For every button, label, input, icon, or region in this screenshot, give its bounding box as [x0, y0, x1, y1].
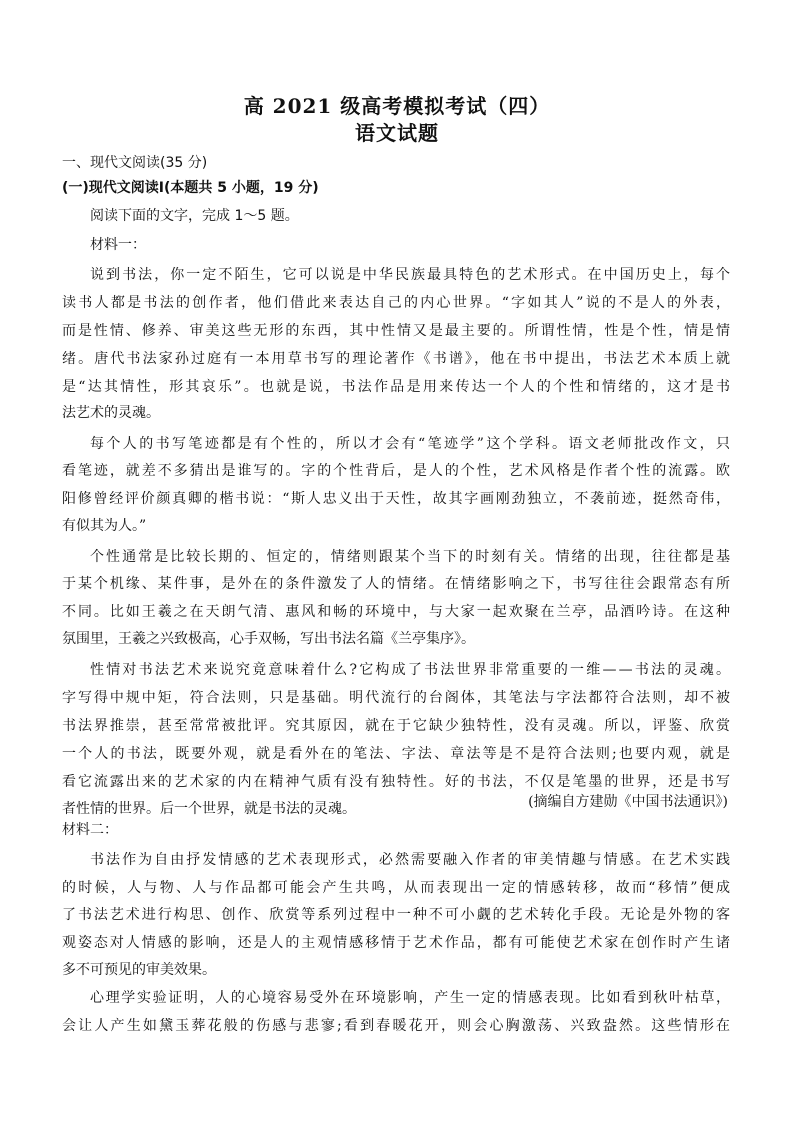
text-line: 书法界推崇，甚至常常被批评。究其原因，就在于它缺少独特性，没有灵魂。所以，评鉴、欣赏	[62, 718, 732, 734]
text-line: 字写得中规中矩，符合法则，只是基础。明代流行的台阁体，其笔法与字法都符合法则，却不被	[62, 690, 732, 706]
text-line: 氛围里，王羲之兴致极高，心手双畅，写出书法名篇《兰亭集序》。	[62, 631, 475, 647]
instruction-text: 阅读下面的文字，完成 1～5 题。	[90, 208, 299, 224]
text-line: 不同。比如王羲之在天朗气清、惠风和畅的环境中，与大家一起欢聚在兰亭，品酒吟诗。在这种	[62, 604, 732, 620]
text-line: 观姿态对人情感的影响，还是人的主观情感移情于艺术作品，都有可能使艺术家在创作时产生诸	[62, 935, 732, 951]
text-line: 会让人产生如黛玉葬花般的伤感与悲寥;看到春暖花开，则会心胸激荡、兴致盎然。这些情形在	[62, 1018, 733, 1034]
subsection-heading: (一)现代文阅读Ⅰ(本题共 5 小题，19 分)	[62, 180, 319, 196]
text-line: 而是性情、修养、审美这些无形的东西，其中性情又是最主要的。所谓性情，性是个性，情是情	[62, 323, 732, 339]
text-line: 了书法艺术进行构思、创作、欣赏等系列过程中一种不可小觑的艺术转化手段。无论是外物的客	[62, 907, 732, 923]
section-heading: 一、现代文阅读(35 分)	[62, 155, 208, 171]
text-line: 阳修曾经评价颜真卿的楷书说：“斯人忠义出于天性，故其字画刚劲独立，不袭前迹，挺然奇伟，	[62, 491, 732, 507]
text-line: 看它流露出来的艺术家的内在精神气质有没有独特性。好的书法，不仅是笔墨的世界，还是书写	[62, 774, 732, 790]
material-2-label: 材料二：	[62, 822, 118, 838]
text-line: 每个人的书写笔迹都是有个性的，所以才会有“笔迹学”这个学科。语文老师批改作文，只	[90, 436, 733, 452]
text-line: 个性通常是比较长期的、恒定的，情绪则跟某个当下的时刻有关。情绪的出现，往往都是基	[90, 549, 733, 565]
text-line: 是“达其情性，形其哀乐”。也就是说，书法作品是用来传达一个人的个性和情绪的，这才是书	[62, 379, 733, 395]
material-1-source: (摘编自方建勋《中国书法通识》)	[528, 794, 728, 810]
text-line: 的时候，人与物、人与作品都可能会产生共鸣，从而表现出一定的情感转移，故而“移情”便成	[62, 880, 733, 896]
material-1-label: 材料一：	[90, 237, 146, 253]
text-line: 法艺术的灵魂。	[62, 405, 160, 421]
text-line: 性情对书法艺术来说究竟意味着什么?它构成了书法世界非常重要的一维——书法的灵魂。	[90, 662, 733, 678]
text-line: 看笔迹，就差不多猜出是谁写的。字的个性背后，是人的个性，艺术风格是作者个性的流露。欧	[62, 463, 732, 479]
text-line: 者性情的世界。后一个世界，就是书法的灵魂。	[62, 801, 356, 817]
exam-subtitle: 语文试题	[355, 121, 439, 145]
text-line: 书法作为自由抒发情感的艺术表现形式，必然需要融入作者的审美情趣与情感。在艺术实践	[90, 852, 733, 868]
exam-title: 高 2021 级高考模拟考试（四）	[243, 94, 551, 118]
text-line: 一个人的书法，既要外观，就是看外在的笔法、字法、章法等是不是符合法则;也要内观，就是	[62, 746, 733, 762]
text-line: 心理学实验证明，人的心境容易受外在环境影响，产生一定的情感表现。比如看到秋叶枯草，	[90, 990, 732, 1006]
text-line: 多不可预见的审美效果。	[62, 962, 216, 978]
text-line: 读书人都是书法的创作者，他们借此来表达自己的内心世界。“字如其人”说的不是人的外表，	[62, 295, 733, 311]
text-line: 绪。唐代书法家孙过庭有一本用草书写的理论著作《书谱》，他在书中提出，书法艺术本质上就	[62, 351, 733, 367]
text-line: 说到书法，你一定不陌生，它可以说是中华民族最具特色的艺术形式。在中国历史上，每个	[90, 267, 733, 283]
text-line: 有似其为人。”	[62, 518, 147, 534]
text-line: 于某个机缘、某件事，是外在的条件激发了人的情绪。在情绪影响之下，书写往往会跟常态有所	[62, 576, 732, 592]
